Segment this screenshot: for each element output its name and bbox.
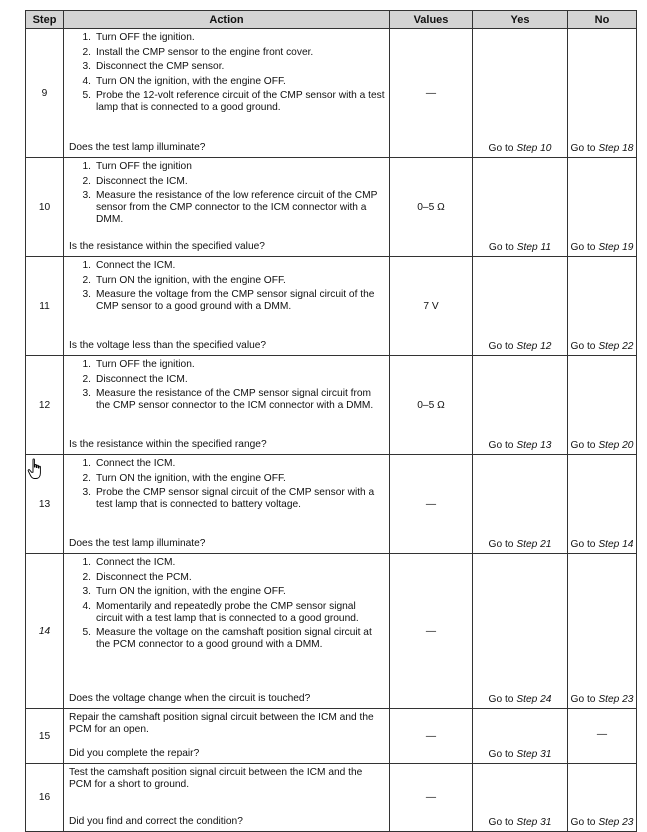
header-no: No <box>568 11 637 29</box>
value-cell: — <box>390 29 473 158</box>
goto-step-link: Step 19 <box>598 242 634 253</box>
goto-label: Go to <box>488 341 514 352</box>
step-number: 14 <box>38 625 51 637</box>
action-step-text: Turn ON the ignition, with the engine OFF. <box>96 472 286 484</box>
action-step-number: 1. <box>82 557 91 568</box>
action-question: Does the test lamp illuminate? <box>69 538 206 549</box>
action-step-item <box>69 473 385 485</box>
step-cell <box>26 764 64 832</box>
action-step-text: Probe the 12-volt reference circuit of the CMP sensor with a test lamp that is connected to a good ground. <box>96 90 385 114</box>
table-row <box>26 257 637 356</box>
action-step-text: Connect the ICM. <box>96 458 176 469</box>
no-cell <box>568 455 637 554</box>
action-step-number: 1. <box>82 32 91 43</box>
action-step-number: 3. <box>82 586 91 597</box>
step-cell <box>26 554 64 709</box>
table-header <box>26 11 637 29</box>
action-step-text: Measure the resistance of the low reference circuit of the CMP sensor from the CMP connector to the ICM connector with a DMM. <box>96 190 378 226</box>
value-cell: — <box>390 554 473 709</box>
goto-label: Go to <box>488 817 514 828</box>
header-yes: Yes <box>473 11 568 29</box>
table-row <box>26 455 637 554</box>
goto-step-link: Step 24 <box>516 694 552 705</box>
goto-label: Go to <box>570 694 596 705</box>
action-step-text: Disconnect the ICM. <box>96 373 188 385</box>
action-step-text: Disconnect the ICM. <box>96 175 188 187</box>
action-step-number: 1. <box>82 359 91 370</box>
action-step-number: 2. <box>82 46 91 58</box>
header-step: Step <box>26 11 64 29</box>
action-content <box>69 712 385 760</box>
action-step-number: 3. <box>82 487 91 498</box>
goto-step-link: Step 31 <box>516 749 552 760</box>
action-step-text: Probe the CMP sensor signal circuit of the CMP sensor with a test lamp that is connected to battery voltage. <box>96 487 375 511</box>
step-cell <box>26 29 64 158</box>
action-step-number: 3. <box>82 190 91 201</box>
action-step-text: Connect the ICM. <box>96 557 176 568</box>
table-row <box>26 29 637 158</box>
header-values: Values <box>390 11 473 29</box>
action-step-number: 3. <box>82 61 91 72</box>
action-step-text: Measure the resistance of the CMP sensor signal circuit from the CMP sensor connector to the ICM connector with a DMM. <box>96 388 374 412</box>
action-step-number: 2. <box>82 373 91 385</box>
action-steps-list <box>69 260 385 316</box>
action-step-text: Turn ON the ignition, with the engine OFF. <box>96 75 286 87</box>
action-step-item <box>69 47 385 59</box>
table-row <box>26 709 637 764</box>
action-cell <box>64 158 390 257</box>
goto-step-link: Step 20 <box>598 440 634 451</box>
table-row <box>26 764 637 832</box>
goto-step-link: Step 18 <box>598 143 634 154</box>
goto-step-link: Step 21 <box>516 539 552 550</box>
value-cell: 0–5 Ω <box>390 356 473 455</box>
action-question: Is the resistance within the specified value? <box>69 241 265 252</box>
action-step-text: Install the CMP sensor to the engine front cover. <box>96 46 314 58</box>
goto-step-link: Step 12 <box>516 341 552 352</box>
action-question: Is the resistance within the specified range? <box>69 439 267 450</box>
value-cell: — <box>390 764 473 832</box>
no-cell <box>568 764 637 832</box>
action-step-text: Disconnect the CMP sensor. <box>96 61 225 72</box>
yes-cell <box>473 29 568 158</box>
action-question: Does the voltage change when the circuit is touched? <box>69 693 311 704</box>
action-step-number: 2. <box>82 571 91 583</box>
action-cell <box>64 356 390 455</box>
action-step-number: 3. <box>82 289 91 300</box>
no-cell <box>568 709 637 764</box>
action-step-text: Turn OFF the ignition. <box>96 359 195 370</box>
action-cell <box>64 455 390 554</box>
action-step-item <box>69 161 385 173</box>
goto-step-link: Step 22 <box>598 341 634 352</box>
action-step-number: 1. <box>82 458 91 469</box>
action-cell <box>64 257 390 356</box>
goto-label: Go to <box>488 440 514 451</box>
step-cell <box>26 257 64 356</box>
header-row <box>26 11 637 29</box>
action-step-item <box>69 627 385 651</box>
action-steps-list <box>69 359 385 415</box>
table-row <box>26 356 637 455</box>
action-content <box>69 458 385 550</box>
action-step-number: 5. <box>82 627 91 639</box>
action-step-item <box>69 190 385 227</box>
table-row <box>26 554 637 709</box>
step-number: 13 <box>38 498 51 510</box>
action-step-text: Measure the voltage from the CMP sensor signal circuit of the CMP sensor to a good ground with a DMM. <box>96 289 375 313</box>
goto-step-link: Step 23 <box>598 817 634 828</box>
action-step-item <box>69 557 385 569</box>
action-step-number: 2. <box>82 274 91 286</box>
dash-value: — <box>596 729 608 740</box>
action-step-number: 1. <box>82 161 91 172</box>
hand-pointer-icon <box>27 458 45 480</box>
action-step-item <box>69 458 385 470</box>
action-step-number: 4. <box>82 600 91 612</box>
no-cell <box>568 29 637 158</box>
yes-cell <box>473 709 568 764</box>
step-number: 12 <box>38 399 51 411</box>
goto-step-link: Step 10 <box>516 143 552 154</box>
goto-step-link: Step 14 <box>598 539 634 550</box>
goto-step-link: Step 13 <box>516 440 552 451</box>
action-step-item <box>69 359 385 371</box>
action-text: Test the camshaft position signal circuit between the ICM and the PCM for a short to ground. <box>69 767 363 791</box>
goto-label: Go to <box>570 440 596 451</box>
action-step-item <box>69 601 385 625</box>
goto-label: Go to <box>488 694 514 705</box>
goto-label: Go to <box>488 539 514 550</box>
goto-label: Go to <box>570 341 596 352</box>
action-content <box>69 767 385 828</box>
action-step-text: Turn ON the ignition, with the engine OFF. <box>96 274 286 286</box>
action-question: Does the test lamp illuminate? <box>69 142 206 153</box>
action-step-text: Momentarily and repeatedly probe the CMP sensor signal circuit with a test lamp that is connected to a good ground. <box>96 600 359 624</box>
action-steps-list <box>69 557 385 654</box>
action-content <box>69 557 385 705</box>
no-cell <box>568 356 637 455</box>
action-step-text: Turn OFF the ignition. <box>96 32 195 43</box>
action-content <box>69 260 385 352</box>
action-content <box>69 359 385 451</box>
action-step-item <box>69 388 385 412</box>
action-content <box>69 161 385 253</box>
table-body <box>26 29 637 832</box>
action-step-number: 3. <box>82 388 91 399</box>
no-cell <box>568 257 637 356</box>
goto-label: Go to <box>488 749 514 760</box>
action-question: Did you find and correct the condition? <box>69 816 243 827</box>
action-step-number: 2. <box>82 472 91 484</box>
action-steps-list <box>69 32 385 117</box>
action-steps-list <box>69 458 385 514</box>
value-cell: — <box>390 455 473 554</box>
action-cell <box>64 709 390 764</box>
action-step-number: 5. <box>82 90 91 101</box>
yes-cell <box>473 356 568 455</box>
header-action: Action <box>64 11 390 29</box>
step-number: 9 <box>41 87 48 99</box>
yes-cell <box>473 764 568 832</box>
table-row <box>26 158 637 257</box>
diagnostic-table <box>25 10 637 832</box>
goto-label: Go to <box>570 143 596 154</box>
action-step-item <box>69 61 385 73</box>
step-number: 15 <box>38 730 51 742</box>
value-cell: 0–5 Ω <box>390 158 473 257</box>
action-step-item <box>69 32 385 44</box>
value-cell: 7 V <box>390 257 473 356</box>
action-step-text: Turn OFF the ignition <box>96 161 192 172</box>
action-content <box>69 32 385 154</box>
goto-label: Go to <box>570 817 596 828</box>
action-step-item <box>69 374 385 386</box>
action-step-item <box>69 289 385 313</box>
goto-label: Go to <box>570 539 596 550</box>
action-step-item <box>69 275 385 287</box>
step-cell <box>26 356 64 455</box>
action-step-text: Measure the voltage on the camshaft position signal circuit at the PCM connector to a good ground with a DMM. <box>96 627 372 651</box>
step-cell <box>26 158 64 257</box>
goto-label: Go to <box>488 242 514 253</box>
goto-label: Go to <box>570 242 596 253</box>
action-step-item <box>69 487 385 511</box>
yes-cell <box>473 455 568 554</box>
action-step-item <box>69 176 385 188</box>
no-cell <box>568 158 637 257</box>
yes-cell <box>473 158 568 257</box>
action-step-item <box>69 572 385 584</box>
goto-step-link: Step 11 <box>516 242 552 253</box>
step-number: 16 <box>38 792 51 803</box>
action-step-number: 4. <box>82 75 91 87</box>
goto-step-link: Step 23 <box>598 694 634 705</box>
action-step-item <box>69 586 385 598</box>
action-step-item <box>69 90 385 114</box>
goto-step-link: Step 31 <box>516 817 552 828</box>
action-question: Is the voltage less than the specified value? <box>69 340 267 351</box>
value-cell: — <box>390 709 473 764</box>
action-step-text: Turn ON the ignition, with the engine OFF. <box>96 586 286 597</box>
action-step-item <box>69 76 385 88</box>
action-step-item <box>69 260 385 272</box>
step-number: 10 <box>38 201 51 213</box>
action-step-number: 2. <box>82 175 91 187</box>
no-cell <box>568 554 637 709</box>
action-cell <box>64 764 390 832</box>
yes-cell <box>473 257 568 356</box>
action-step-number: 1. <box>82 260 91 271</box>
action-question: Did you complete the repair? <box>69 748 200 759</box>
action-text: Repair the camshaft position signal circuit between the ICM and the PCM for an open. <box>69 712 374 736</box>
action-step-text: Connect the ICM. <box>96 260 176 271</box>
action-cell <box>64 29 390 158</box>
action-steps-list <box>69 161 385 229</box>
goto-label: Go to <box>488 143 514 154</box>
step-cell <box>26 709 64 764</box>
action-cell <box>64 554 390 709</box>
step-number: 11 <box>39 300 50 312</box>
action-step-text: Disconnect the PCM. <box>96 571 192 583</box>
yes-cell <box>473 554 568 709</box>
